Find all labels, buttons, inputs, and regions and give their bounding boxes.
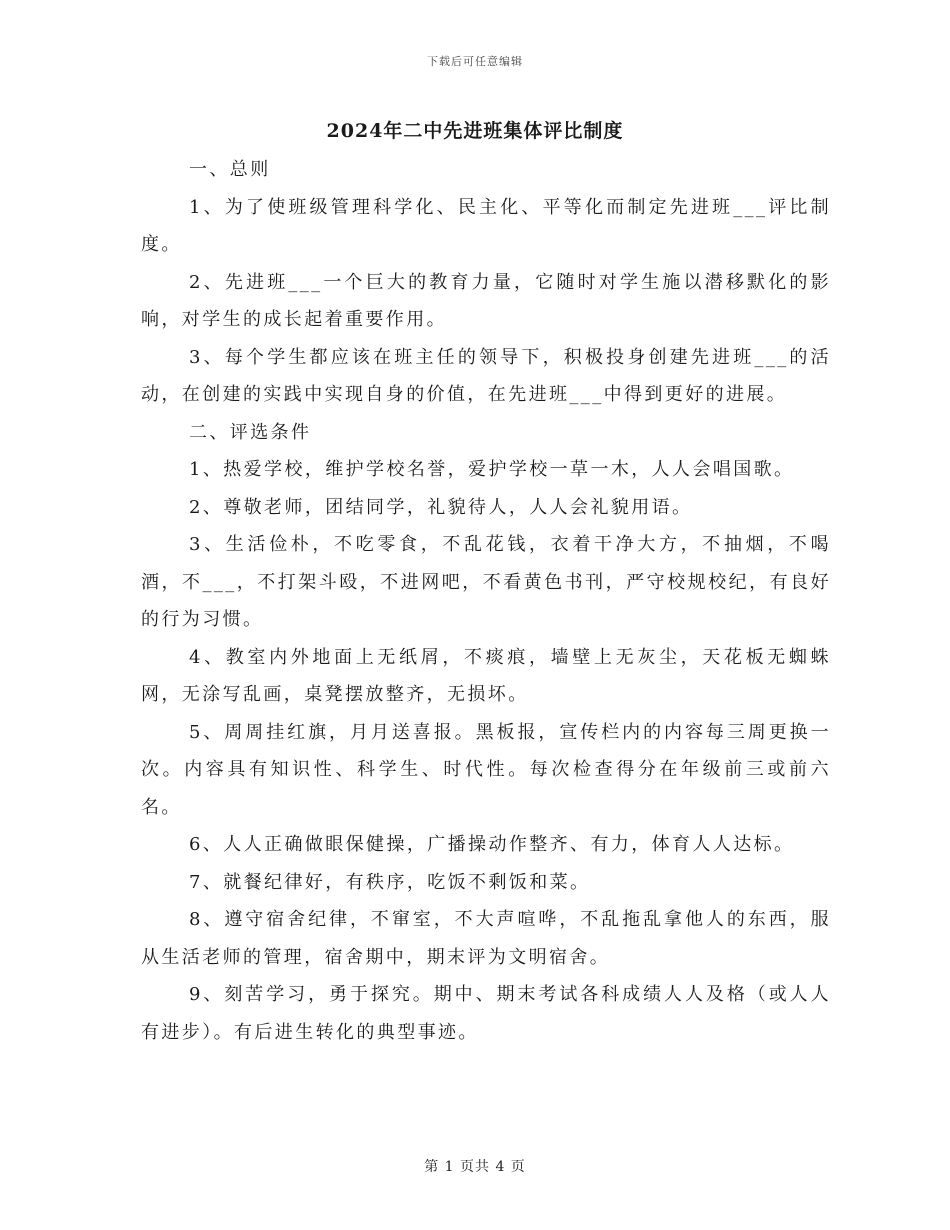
- section-heading-general: 一、总则: [189, 159, 271, 180]
- paragraph: 4、教室内外地面上无纸屑，不痰痕，墙壁上无灰尘，天花板无蜘蛛网，无涂写乱画，桌凳摆放整齐，无损坏。: [141, 646, 831, 705]
- paragraph: 5、周周挂红旗，月月送喜报。黑板报，宣传栏内的内容每三周更换一次。内容具有知识性、科学生、时代性。每次检查得分在年级前三或前六名。: [141, 721, 831, 818]
- paragraph: 3、每个学生都应该在班主任的领导下，积极投身创建先进班___的活动，在创建的实践中实现自身的价值，在先进班___中得到更好的进展。: [141, 346, 831, 405]
- page-number: 第 1 页共 4 页: [424, 1159, 526, 1175]
- paragraph: 6、人人正确做眼保健操，广播操动作整齐、有力，体育人人达标。: [189, 834, 795, 855]
- paragraph: 9、刻苦学习，勇于探究。期中、期末考试各科成绩人人及格（或人人有进步）。有后进生转化的典型事迹。: [141, 984, 831, 1043]
- paragraph: 1、为了使班级管理科学化、民主化、平等化而制定先进班___评比制度。: [141, 196, 831, 255]
- paragraph: 2、先进班___一个巨大的教育力量，它随时对学生施以潜移默化的影响，对学生的成长起着重要作用。: [141, 271, 831, 330]
- document-body: [141, 151, 831, 1051]
- page-header-note: 下载后可任意编辑: [427, 55, 523, 68]
- document-title: 2024年二中先进班集体评比制度: [326, 120, 624, 142]
- paragraph: 8、遵守宿舍纪律，不窜室，不大声喧哗，不乱拖乱拿他人的东西，服从生活老师的管理，宿舍期中，期末评为文明宿舍。: [141, 909, 831, 968]
- paragraph: 1、热爱学校，维护学校名誉，爱护学校一草一木，人人会唱国歌。: [189, 459, 795, 480]
- paragraph: 2、尊敬老师，团结同学，礼貌待人，人人会礼貌用语。: [189, 496, 693, 518]
- paragraph: 3、生活俭朴，不吃零食，不乱花钱，衣着干净大方，不抽烟，不喝酒，不___，不打架斗殴，不进网吧，不看黄色书刊，严守校规校纪，有良好的行为习惯。: [141, 534, 831, 630]
- paragraph: 7、就餐纪律好，有秩序，吃饭不剩饭和菜。: [189, 871, 591, 893]
- section-heading-criteria: 二、评选条件: [189, 421, 312, 443]
